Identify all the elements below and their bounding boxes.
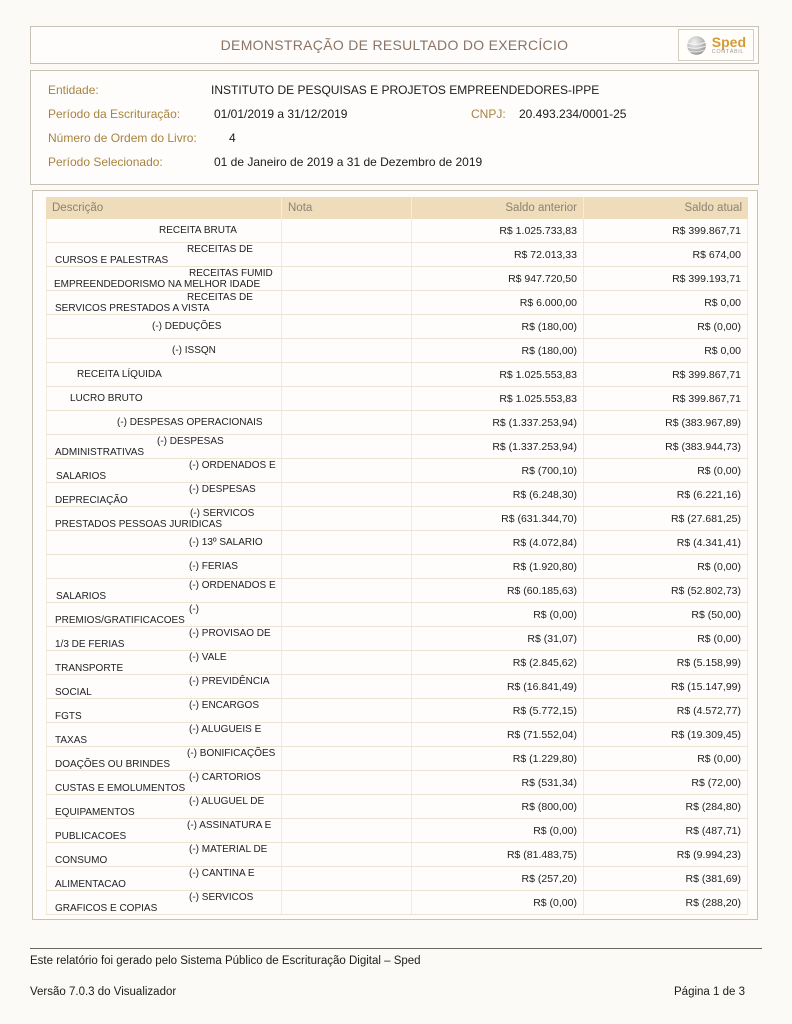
description-line2: CUSTAS E EMOLUMENTOS bbox=[55, 782, 186, 794]
row-nota bbox=[281, 819, 411, 842]
info-box bbox=[30, 70, 759, 185]
table-row bbox=[46, 843, 748, 867]
row-saldo-atual: R$ (19.309,45) bbox=[583, 723, 748, 746]
row-saldo-atual: R$ (381,69) bbox=[583, 867, 748, 890]
table-row bbox=[46, 579, 748, 603]
info-row-periodo bbox=[31, 107, 758, 121]
row-saldo-atual: R$ (15.147,99) bbox=[583, 675, 748, 698]
description-line1: LUCRO BRUTO bbox=[70, 393, 143, 404]
sped-logo-subtitle: CONTÁBIL bbox=[711, 48, 745, 55]
description-line2: EQUIPAMENTOS bbox=[55, 806, 135, 818]
table-row bbox=[46, 675, 748, 699]
table-row bbox=[46, 363, 748, 387]
description-line2: SOCIAL bbox=[55, 686, 92, 698]
row-nota bbox=[281, 867, 411, 890]
row-saldo-atual: R$ (50,00) bbox=[583, 603, 748, 626]
row-nota bbox=[281, 363, 411, 386]
row-nota bbox=[281, 771, 411, 794]
row-saldo-atual: R$ 399.867,71 bbox=[583, 363, 748, 386]
row-nota bbox=[281, 603, 411, 626]
cnpj-value: 20.493.234/0001-25 bbox=[519, 107, 627, 121]
table-row bbox=[46, 459, 748, 483]
row-nota bbox=[281, 795, 411, 818]
row-saldo-anterior: R$ (800,00) bbox=[411, 795, 583, 818]
row-description bbox=[46, 363, 281, 386]
description-line1: (-) 13º SALARIO bbox=[189, 537, 263, 548]
row-nota bbox=[281, 291, 411, 314]
description-line2: CURSOS E PALESTRAS bbox=[55, 254, 169, 266]
description-line2: FGTS bbox=[55, 710, 82, 722]
row-saldo-anterior: R$ (0,00) bbox=[411, 603, 583, 626]
row-saldo-atual: R$ 399.193,71 bbox=[583, 267, 748, 290]
row-saldo-anterior: R$ (4.072,84) bbox=[411, 531, 583, 554]
title-bar bbox=[30, 26, 759, 64]
row-description bbox=[46, 507, 281, 530]
description-line1: (-) ALUGUEIS E bbox=[189, 723, 262, 735]
row-description bbox=[46, 747, 281, 770]
description-line1: RECEITAS DE bbox=[187, 291, 253, 303]
row-nota bbox=[281, 507, 411, 530]
row-saldo-atual: R$ (383.967,89) bbox=[583, 411, 748, 434]
table-row bbox=[46, 555, 748, 579]
column-header-nota: Nota bbox=[281, 197, 411, 219]
row-description bbox=[46, 699, 281, 722]
row-description bbox=[46, 555, 281, 578]
row-description bbox=[46, 459, 281, 482]
description-line2: DEPRECIAÇÃO bbox=[55, 494, 128, 506]
row-saldo-anterior: R$ (1.337.253,94) bbox=[411, 435, 583, 458]
table-row bbox=[46, 699, 748, 723]
row-nota bbox=[281, 723, 411, 746]
row-description bbox=[46, 867, 281, 890]
row-description bbox=[46, 795, 281, 818]
description-line1: (-) ORDENADOS E bbox=[189, 579, 276, 591]
description-line1: (-) CANTINA E bbox=[189, 867, 255, 879]
table-header bbox=[46, 197, 748, 219]
table-row bbox=[46, 315, 748, 339]
description-line1: (-) ISSQN bbox=[172, 345, 216, 356]
periodo-selecionado-label: Período Selecionado: bbox=[48, 155, 163, 169]
row-description bbox=[46, 771, 281, 794]
row-nota bbox=[281, 747, 411, 770]
description-line2: ALIMENTACAO bbox=[55, 878, 126, 890]
row-nota bbox=[281, 315, 411, 338]
row-saldo-atual: R$ (0,00) bbox=[583, 555, 748, 578]
numero-ordem-livro-value: 4 bbox=[229, 131, 236, 145]
row-saldo-anterior: R$ (5.772,15) bbox=[411, 699, 583, 722]
row-description bbox=[46, 819, 281, 842]
row-saldo-anterior: R$ (0,00) bbox=[411, 891, 583, 914]
description-line2: ADMINISTRATIVAS bbox=[55, 446, 145, 458]
row-saldo-atual: R$ (288,20) bbox=[583, 891, 748, 914]
table-row bbox=[46, 411, 748, 435]
description-line2: SALARIOS bbox=[56, 470, 107, 482]
description-line1: (-) ORDENADOS E bbox=[189, 459, 276, 471]
description-line2: GRAFICOS E COPIAS bbox=[55, 902, 158, 914]
row-nota bbox=[281, 555, 411, 578]
row-saldo-anterior: R$ (1.920,80) bbox=[411, 555, 583, 578]
row-saldo-atual: R$ (0,00) bbox=[583, 627, 748, 650]
table-row bbox=[46, 819, 748, 843]
table-row bbox=[46, 531, 748, 555]
column-header-descricao: Descrição bbox=[52, 202, 104, 214]
row-saldo-anterior: R$ (0,00) bbox=[411, 819, 583, 842]
description-line1: (-) ALUGUEL DE bbox=[189, 795, 265, 807]
row-description bbox=[46, 579, 281, 602]
row-description bbox=[46, 291, 281, 314]
description-line2: 1/3 DE FERIAS bbox=[55, 638, 125, 650]
row-saldo-anterior: R$ (180,00) bbox=[411, 315, 583, 338]
row-nota bbox=[281, 219, 411, 242]
description-line2: EMPREENDEDORISMO NA MELHOR IDADE bbox=[54, 278, 261, 290]
description-line1: (-) SERVICOS bbox=[189, 891, 254, 903]
row-nota bbox=[281, 651, 411, 674]
row-saldo-atual: R$ (487,71) bbox=[583, 819, 748, 842]
table-row bbox=[46, 339, 748, 363]
row-nota bbox=[281, 387, 411, 410]
description-line1: (-) PROVISAO DE bbox=[189, 627, 271, 639]
row-nota bbox=[281, 579, 411, 602]
row-saldo-atual: R$ (6.221,16) bbox=[583, 483, 748, 506]
row-saldo-atual: R$ (0,00) bbox=[583, 315, 748, 338]
row-saldo-atual: R$ (0,00) bbox=[583, 459, 748, 482]
description-line1: RECEITAS FUMID bbox=[189, 267, 273, 279]
row-saldo-anterior: R$ 1.025.553,83 bbox=[411, 363, 583, 386]
periodo-escrituracao-value: 01/01/2019 a 31/12/2019 bbox=[214, 107, 348, 121]
table-row bbox=[46, 243, 748, 267]
row-saldo-atual: R$ (5.158,99) bbox=[583, 651, 748, 674]
table-row bbox=[46, 483, 748, 507]
row-nota bbox=[281, 531, 411, 554]
table-row bbox=[46, 867, 748, 891]
row-saldo-atual: R$ (27.681,25) bbox=[583, 507, 748, 530]
row-description bbox=[46, 723, 281, 746]
entidade-value: INSTITUTO DE PESQUISAS E PROJETOS EMPREENDEDORES-IPPE bbox=[211, 83, 600, 97]
description-line1: (-) MATERIAL DE bbox=[189, 843, 268, 855]
footer-generated-text: Este relatório foi gerado pelo Sistema Público de Escrituração Digital – Sped bbox=[30, 955, 421, 967]
row-nota bbox=[281, 339, 411, 362]
row-saldo-anterior: R$ (71.552,04) bbox=[411, 723, 583, 746]
row-description bbox=[46, 243, 281, 266]
sped-globe-icon bbox=[686, 35, 707, 56]
description-line1: (-) DESPESAS bbox=[189, 483, 256, 495]
info-row-entidade bbox=[31, 83, 758, 97]
periodo-escrituracao-label: Período da Escrituração: bbox=[48, 107, 181, 121]
row-saldo-anterior: R$ (60.185,63) bbox=[411, 579, 583, 602]
dre-table bbox=[46, 197, 748, 915]
description-line1: (-) bbox=[189, 603, 199, 615]
row-saldo-anterior: R$ (16.841,49) bbox=[411, 675, 583, 698]
row-nota bbox=[281, 411, 411, 434]
row-description bbox=[46, 315, 281, 338]
row-saldo-atual: R$ (72,00) bbox=[583, 771, 748, 794]
sped-logo bbox=[678, 29, 754, 61]
row-nota bbox=[281, 459, 411, 482]
row-saldo-anterior: R$ (31,07) bbox=[411, 627, 583, 650]
description-line2: DOAÇÕES OU BRINDES bbox=[55, 758, 171, 770]
info-row-livro bbox=[31, 131, 758, 145]
row-nota bbox=[281, 627, 411, 650]
description-line1: (-) DESPESAS OPERACIONAIS bbox=[117, 417, 263, 428]
row-saldo-atual: R$ 0,00 bbox=[583, 291, 748, 314]
row-saldo-anterior: R$ (700,10) bbox=[411, 459, 583, 482]
row-description bbox=[46, 219, 281, 242]
table-row bbox=[46, 507, 748, 531]
row-saldo-anterior: R$ (2.845,62) bbox=[411, 651, 583, 674]
row-saldo-anterior: R$ 72.013,33 bbox=[411, 243, 583, 266]
footer-divider bbox=[30, 948, 762, 949]
sped-logo-text bbox=[712, 35, 746, 56]
row-nota bbox=[281, 243, 411, 266]
description-line1: RECEITA LÍQUIDA bbox=[77, 369, 162, 380]
row-description bbox=[46, 339, 281, 362]
row-saldo-atual: R$ 674,00 bbox=[583, 243, 748, 266]
description-line1: (-) CARTORIOS bbox=[189, 771, 261, 783]
description-line1: (-) SERVICOS bbox=[190, 507, 255, 519]
description-line1: (-) ENCARGOS bbox=[189, 699, 259, 711]
row-description bbox=[46, 675, 281, 698]
row-saldo-anterior: R$ 6.000,00 bbox=[411, 291, 583, 314]
row-saldo-atual: R$ (4.341,41) bbox=[583, 531, 748, 554]
row-description bbox=[46, 603, 281, 626]
row-nota bbox=[281, 843, 411, 866]
table-row bbox=[46, 651, 748, 675]
description-line1: (-) PREVIDÊNCIA bbox=[189, 675, 270, 687]
row-description bbox=[46, 387, 281, 410]
row-saldo-atual: R$ (9.994,23) bbox=[583, 843, 748, 866]
row-description bbox=[46, 267, 281, 290]
row-description bbox=[46, 531, 281, 554]
column-header-saldo-anterior: Saldo anterior bbox=[411, 197, 583, 219]
table-row bbox=[46, 771, 748, 795]
table-row bbox=[46, 387, 748, 411]
row-nota bbox=[281, 267, 411, 290]
table-row bbox=[46, 435, 748, 459]
row-saldo-anterior: R$ (631.344,70) bbox=[411, 507, 583, 530]
row-saldo-anterior: R$ 1.025.733,83 bbox=[411, 219, 583, 242]
periodo-selecionado-value: 01 de Janeiro de 2019 a 31 de Dezembro de 2019 bbox=[214, 155, 483, 169]
row-description bbox=[46, 411, 281, 434]
row-saldo-anterior: R$ (6.248,30) bbox=[411, 483, 583, 506]
numero-ordem-livro-label: Número de Ordem do Livro: bbox=[48, 131, 197, 145]
row-nota bbox=[281, 483, 411, 506]
row-saldo-anterior: R$ 947.720,50 bbox=[411, 267, 583, 290]
row-saldo-anterior: R$ (257,20) bbox=[411, 867, 583, 890]
description-line1: (-) DESPESAS bbox=[157, 435, 224, 447]
description-line2: PREMIOS/GRATIFICACOES bbox=[55, 614, 185, 626]
row-nota bbox=[281, 675, 411, 698]
row-saldo-anterior: R$ 1.025.553,83 bbox=[411, 387, 583, 410]
table-row bbox=[46, 219, 748, 243]
row-nota bbox=[281, 699, 411, 722]
row-nota bbox=[281, 891, 411, 914]
row-saldo-anterior: R$ (81.483,75) bbox=[411, 843, 583, 866]
row-saldo-atual: R$ 399.867,71 bbox=[583, 387, 748, 410]
table-row bbox=[46, 891, 748, 915]
description-line1: (-) BONIFICAÇÕES bbox=[187, 747, 276, 759]
row-description bbox=[46, 627, 281, 650]
footer-page-indicator: Página 1 de 3 bbox=[674, 986, 745, 998]
table-row bbox=[46, 627, 748, 651]
table-row bbox=[46, 603, 748, 627]
info-row-selecionado bbox=[31, 155, 758, 169]
table-row bbox=[46, 723, 748, 747]
row-saldo-atual: R$ (4.572,77) bbox=[583, 699, 748, 722]
cnpj-label: CNPJ: bbox=[471, 107, 506, 121]
row-description bbox=[46, 891, 281, 914]
dre-table-box bbox=[32, 190, 758, 920]
row-saldo-atual: R$ (52.802,73) bbox=[583, 579, 748, 602]
sped-logo-brand: Sped bbox=[711, 33, 746, 50]
row-saldo-atual: R$ (0,00) bbox=[583, 747, 748, 770]
entidade-label: Entidade: bbox=[48, 83, 99, 97]
description-line1: (-) DEDUÇÕES bbox=[152, 321, 222, 332]
row-saldo-anterior: R$ (1.229,80) bbox=[411, 747, 583, 770]
table-row bbox=[46, 291, 748, 315]
description-line2: TRANSPORTE bbox=[55, 662, 124, 674]
table-row bbox=[46, 267, 748, 291]
description-line1: RECEITAS DE bbox=[187, 243, 253, 255]
row-description bbox=[46, 435, 281, 458]
description-line2: PRESTADOS PESSOAS JURIDICAS bbox=[55, 518, 223, 530]
page-title: DEMONSTRAÇÃO DE RESULTADO DO EXERCÍCIO bbox=[220, 37, 569, 53]
table-rows bbox=[46, 219, 748, 915]
row-saldo-atual: R$ (284,80) bbox=[583, 795, 748, 818]
description-line1: (-) VALE bbox=[189, 651, 227, 663]
row-saldo-atual: R$ 0,00 bbox=[583, 339, 748, 362]
table-row bbox=[46, 747, 748, 771]
row-description bbox=[46, 843, 281, 866]
description-line2: SERVICOS PRESTADOS A VISTA bbox=[55, 302, 210, 314]
description-line2: SALARIOS bbox=[56, 590, 107, 602]
row-saldo-atual: R$ 399.867,71 bbox=[583, 219, 748, 242]
description-line1: (-) FERIAS bbox=[189, 561, 238, 572]
row-saldo-anterior: R$ (531,34) bbox=[411, 771, 583, 794]
description-line1: RECEITA BRUTA bbox=[159, 225, 237, 236]
description-line2: TAXAS bbox=[55, 734, 88, 746]
row-saldo-atual: R$ (383.944,73) bbox=[583, 435, 748, 458]
row-description bbox=[46, 651, 281, 674]
row-saldo-anterior: R$ (180,00) bbox=[411, 339, 583, 362]
table-row bbox=[46, 795, 748, 819]
description-line2: CONSUMO bbox=[55, 854, 108, 866]
row-saldo-anterior: R$ (1.337.253,94) bbox=[411, 411, 583, 434]
column-header-saldo-atual: Saldo atual bbox=[583, 197, 748, 219]
row-nota bbox=[281, 435, 411, 458]
row-description bbox=[46, 483, 281, 506]
description-line2: PUBLICACOES bbox=[55, 830, 127, 842]
description-line1: (-) ASSINATURA E bbox=[187, 819, 272, 831]
footer-version-text: Versão 7.0.3 do Visualizador bbox=[30, 986, 177, 998]
